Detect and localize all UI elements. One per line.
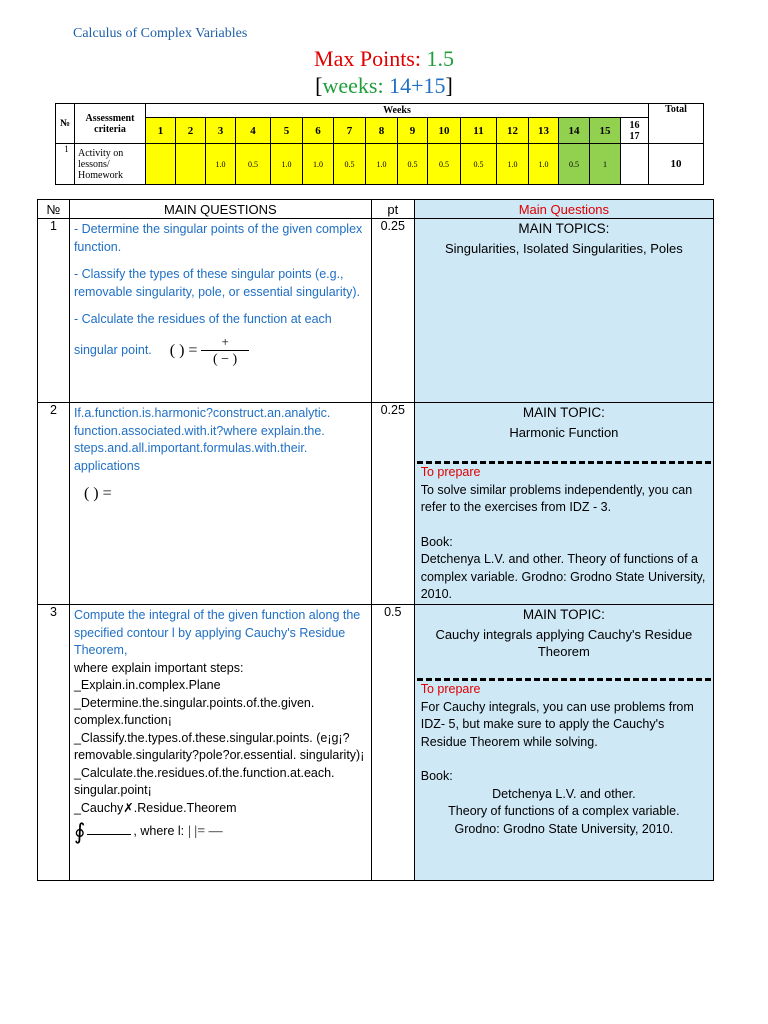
topic-subtitle: Cauchy integrals applying Cauchy's Residue Theorem: [435, 627, 693, 659]
week-header-cell: 14: [559, 118, 590, 144]
max-points: [0, 46, 768, 72]
week-value-cell: 1.0: [366, 144, 398, 185]
formula: ( ) =: [83, 485, 112, 502]
course-title: Calculus of Complex Variables: [73, 26, 248, 41]
topic-cell: [414, 219, 713, 403]
question-item: singular point.: [73, 342, 152, 357]
question-text: [69, 219, 371, 403]
formula-text: , where l:: [133, 824, 185, 838]
topic-cell: [414, 605, 713, 881]
week-value-cell: 1: [590, 144, 621, 185]
assess-row-criteria: Activity on lessons/ Homework: [75, 144, 146, 185]
question-text: [69, 403, 371, 605]
week-header-cell: 1: [146, 118, 176, 144]
book-line: Grodno: Grodno State University, 2010.: [454, 821, 674, 836]
prepare-label: To prepare: [420, 465, 481, 479]
week-value-cell: [146, 144, 176, 185]
formula-numerator: +: [201, 333, 248, 352]
prepare-block: [415, 464, 713, 604]
row-number: 3: [38, 605, 70, 881]
assess-total-header: Total: [649, 104, 704, 144]
prepare-label: To prepare: [420, 682, 481, 696]
formula-block: [74, 333, 367, 369]
assess-total-value: 10: [649, 144, 704, 185]
assess-row-num: 1: [56, 144, 75, 185]
week-header-cell: 4: [236, 118, 271, 144]
topic-subtitle: Singularities, Isolated Singularities, Poles: [444, 241, 683, 256]
prepare-text: To solve similar problems independently, you can refer to the exercises from IDZ - 3.: [420, 482, 693, 514]
row-points: 0.5: [371, 605, 414, 881]
book-label: Book:: [420, 769, 453, 783]
week-header-cell: 5: [271, 118, 303, 144]
contour-integral-icon: ∮: [73, 819, 86, 844]
question-row-2: [38, 403, 714, 605]
week-header-cell: 9: [398, 118, 428, 144]
week-header-cell: 12: [497, 118, 529, 144]
week-header-cell: 16 17: [621, 118, 649, 144]
main-topics-header: Main Questions: [414, 200, 713, 219]
row-points: 0.25: [371, 219, 414, 403]
week-header-cell: 7: [334, 118, 366, 144]
assess-weeks-header: Weeks: [146, 104, 649, 118]
week-value-cell: 0.5: [334, 144, 366, 185]
weeks-label: weeks:: [322, 73, 384, 98]
week-header-cell: 13: [529, 118, 559, 144]
question-item: - Calculate the residues of the function at each: [73, 312, 332, 326]
max-points-value: 1.5: [426, 46, 454, 71]
week-value-cell: 1.0: [497, 144, 529, 185]
fraction-bar: [87, 828, 131, 835]
week-value-cell: 0.5: [559, 144, 590, 185]
step-item: _Cauchy✗.Residue.Theorem: [73, 800, 237, 815]
step-item: _Determine.the.singular.points.of.the.given. complex.function¡: [73, 695, 315, 727]
week-header-cell: 11: [461, 118, 497, 144]
assess-num-header: №: [56, 104, 75, 144]
week-value-cell: 1.0: [206, 144, 236, 185]
integral-formula: [73, 819, 367, 844]
question-item: Compute the integral of the given function along the specified contour l by applying Cauchy's Residue Theorem,: [73, 608, 361, 657]
book-line: Detchenya L.V. and other.: [492, 786, 636, 801]
weeks-close-bracket: ]: [445, 73, 453, 98]
week-header-cell: 6: [303, 118, 334, 144]
book-text: Detchenya L.V. and other. Theory of functions of a complex variable. Grodno: Grodno State University, 2010.: [420, 552, 706, 601]
week-value-cell: [621, 144, 649, 185]
prepare-text: For Cauchy integrals, you can use problems from IDZ- 5, but make sure to apply the Cauchy's Residue Theorem while solving.: [420, 699, 694, 749]
row-points: 0.25: [371, 403, 414, 605]
week-value-cell: 1.0: [271, 144, 303, 185]
week-value-cell: 1.0: [529, 144, 559, 185]
formula-fraction: [201, 333, 248, 369]
week-value-cell: 1.0: [303, 144, 334, 185]
week-value-cell: 0.5: [461, 144, 497, 185]
topic-subtitle: Harmonic Function: [509, 425, 619, 440]
question-item: If.a.function.is.harmonic?construct.an.analytic. function.associated.with.it?where explain.the. steps.and.all.important.formulas.with.their. applications: [73, 406, 331, 473]
steps-intro: where explain important steps:: [73, 660, 244, 675]
step-item: _Calculate.the.residues.of.the.function.at.each. singular.point¡: [73, 765, 335, 797]
topic-title: MAIN TOPIC:: [522, 607, 605, 622]
topic-title: MAIN TOPIC:: [522, 405, 605, 420]
formula-tail: | |= —: [188, 824, 223, 839]
formula-lhs: ( ) =: [169, 341, 198, 359]
main-questions-table: [37, 199, 714, 881]
week-value-cell: [176, 144, 206, 185]
question-row-3: [38, 605, 714, 881]
topic-cell: [414, 403, 713, 605]
question-item: - Determine the singular points of the given complex function.: [73, 222, 363, 254]
question-row-1: [38, 219, 714, 403]
question-item: - Classify the types of these singular points (e.g., removable singularity, pole, or essential singularity).: [73, 267, 360, 299]
week-value-cell: 0.5: [428, 144, 461, 185]
assessment-table: [55, 103, 704, 185]
weeks-line: [0, 73, 768, 99]
book-line: Theory of functions of a complex variable.: [448, 804, 680, 818]
question-text: [69, 605, 371, 881]
prepare-block: [415, 681, 713, 838]
week-value-cell: 0.5: [398, 144, 428, 185]
week-header-cell: 8: [366, 118, 398, 144]
book-label: Book:: [420, 534, 453, 549]
week-header-cell: 15: [590, 118, 621, 144]
row-number: 1: [38, 219, 70, 403]
step-item: _Classify.the.types.of.these.singular.points. (e¡g¡?removable.singularity?pole?or.essential. singularity)¡: [73, 730, 365, 762]
step-item: _Explain.in.complex.Plane: [73, 678, 221, 692]
topic-title: MAIN TOPICS:: [518, 221, 610, 236]
week-value-cell: 0.5: [236, 144, 271, 185]
weeks-value: 14+15: [389, 73, 446, 98]
weeks-open-bracket: [: [315, 73, 323, 98]
assess-criteria-header: Assessment criteria: [75, 104, 146, 144]
main-pt-header: pt: [371, 200, 414, 219]
formula-denominator: ( − ): [213, 352, 238, 367]
week-header-cell: 10: [428, 118, 461, 144]
main-num-header: №: [38, 200, 70, 219]
week-header-cell: 2: [176, 118, 206, 144]
week-header-cell: 3: [206, 118, 236, 144]
row-number: 2: [38, 403, 70, 605]
main-questions-header: MAIN QUESTIONS: [69, 200, 371, 219]
max-points-label: Max Points:: [314, 46, 421, 71]
